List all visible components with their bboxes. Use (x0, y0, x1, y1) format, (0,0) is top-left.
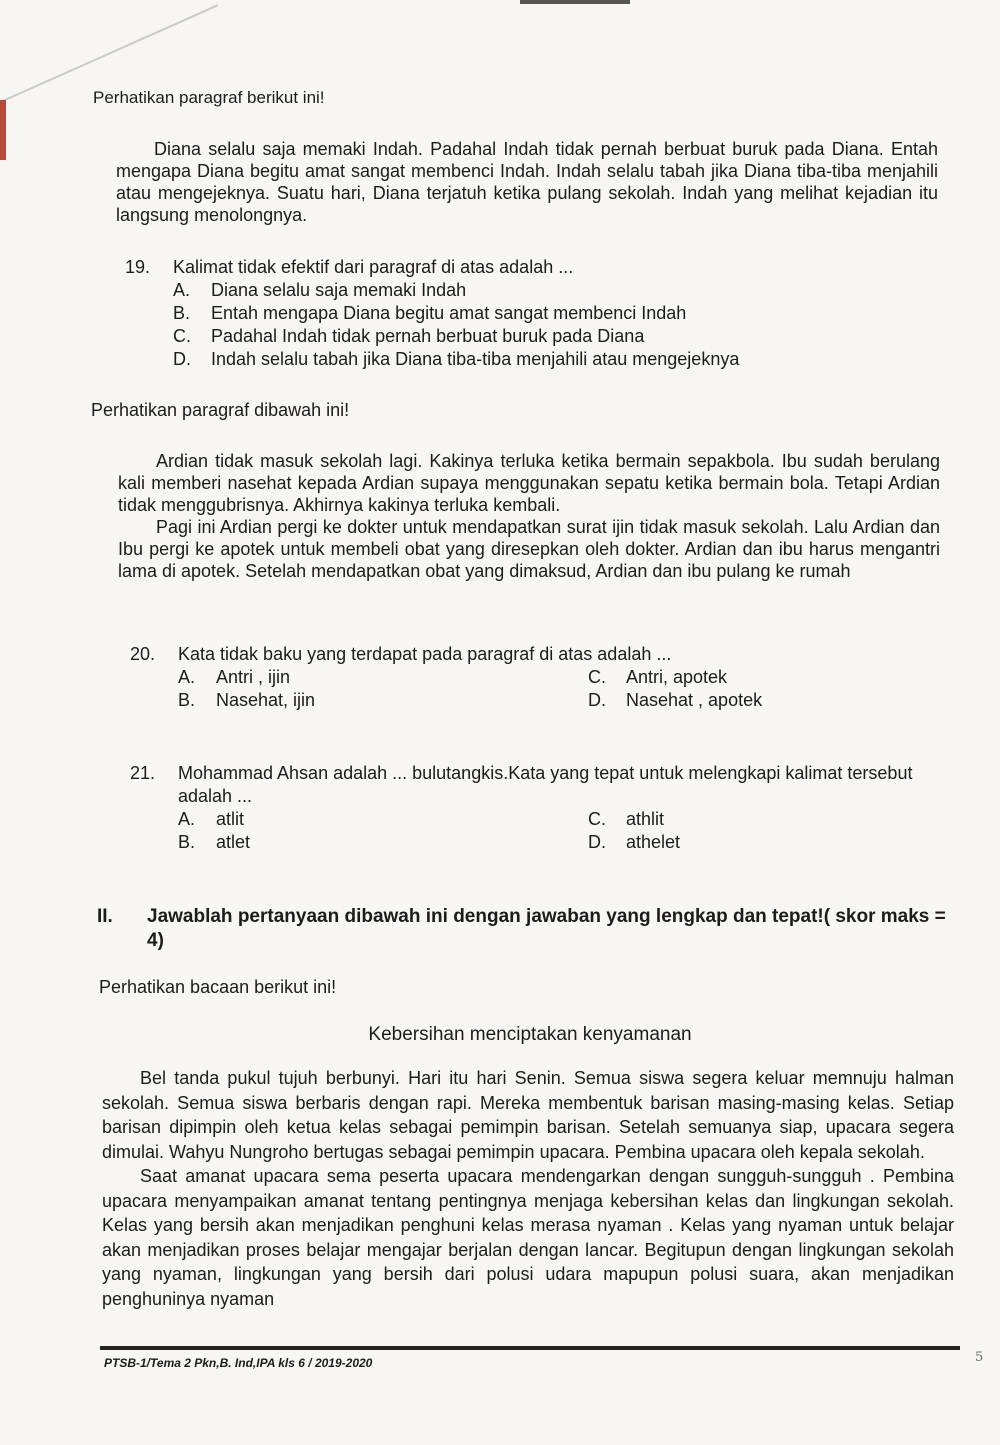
question-20 (130, 643, 940, 712)
question-text: Kata tidak baku yang terdapat pada paragraf di atas adalah ... (178, 644, 672, 664)
option-d: D. Indah selalu tabah jika Diana tiba-tiba menjahili atau mengejeknya (173, 349, 740, 369)
question-number: 19. (125, 257, 151, 277)
footer-text: PTSB-1/Tema 2 Pkn,B. Ind,IPA kls 6 / 2019-2020 (104, 1356, 373, 1370)
option-b: B. Entah mengapa Diana begitu amat sangat membenci Indah (173, 303, 687, 323)
section-text: Jawablah pertanyaan dibawah ini dengan jawaban yang lengkap dan tepat!( skor maks = 4) (147, 906, 946, 951)
passage-1-text: Diana selalu saja memaki Indah. Padahal Indah tidak pernah berbuat buruk pada Diana. Entah mengapa Diana begitu amat sangat membenci Indah. Indah selalu tabah jika Diana tiba-tiba menjahili atau mengejeknya. Suatu hari, Diana terjatuh ketika pulang sekolah. Indah yang melihat kejadian itu langsung menolongnya. (116, 139, 938, 225)
option-list (173, 279, 845, 371)
scan-edge-mark (520, 0, 630, 4)
reading-passage (102, 1066, 954, 1311)
option-list (178, 808, 940, 854)
option-c: C. Antri, apotek (588, 667, 728, 687)
option-a: A. atlit (178, 809, 245, 829)
section-number: II. (97, 906, 113, 927)
option-a: A. Diana selalu saja memaki Indah (173, 280, 467, 300)
instruction-3: Perhatikan bacaan berikut ini! (99, 977, 337, 997)
section-2-heading (97, 905, 947, 953)
option-d: D. Nasehat , apotek (588, 690, 763, 710)
reading-title: Kebersihan menciptakan kenyamanan (368, 1024, 692, 1045)
passage-2-paragraph-2: Pagi ini Ardian pergi ke dokter untuk mendapatkan surat ijin tidak masuk sekolah. Lalu Ardian dan Ibu pergi ke apotek untuk membeli obat yang diresepkan oleh dokter. Ardian dan ibu harus mengantri lama di apotek. Setelah mendapatkan obat yang dimaksud, Ardian dan ibu pulang ke rumah (118, 517, 940, 581)
instruction-2: Perhatikan paragraf dibawah ini! (91, 400, 350, 420)
passage-1 (116, 138, 938, 226)
option-c: C. Padahal Indah tidak pernah berbuat buruk pada Diana (173, 326, 645, 346)
option-d: D. athelet (588, 832, 681, 852)
instruction-1: Perhatikan paragraf berikut ini! (93, 88, 325, 107)
question-text: Kalimat tidak efektif dari paragraf di atas adalah ... (173, 257, 574, 277)
question-number: 21. (130, 763, 156, 783)
page-number: 5 (975, 1350, 984, 1365)
footer-divider (100, 1346, 960, 1350)
option-b: B. atlet (178, 832, 251, 852)
option-a: A. Antri , ijin (178, 667, 291, 687)
question-21 (130, 762, 940, 854)
option-list (178, 666, 940, 712)
option-b: B. Nasehat, ijin (178, 690, 316, 710)
passage-2-paragraph-1: Ardian tidak masuk sekolah lagi. Kakinya terluka ketika bermain sepakbola. Ibu sudah berulang kali memberi nasehat kepada Ardian supaya menggunakan sepatu ketika bermain bola. Tetapi Ardian tidak menggubrisnya. Akhirnya kakinya terluka kembali. (118, 451, 940, 515)
question-number: 20. (130, 644, 156, 664)
scan-edge-mark (0, 100, 6, 160)
question-19 (125, 256, 845, 371)
option-c: C. athlit (588, 809, 665, 829)
question-text: Mohammad Ahsan adalah ... bulutangkis.Kata yang tepat untuk melengkapi kalimat tersebut adalah ... (178, 763, 913, 806)
reading-paragraph-1: Bel tanda pukul tujuh berbunyi. Hari itu hari Senin. Semua siswa segera keluar memnuju halman sekolah. Semua siswa berbaris dengan rapi. Mereka membentuk barisan masing-masing kelas. Setiap barisan dipimpin oleh ketua kelas sebagai pemimpin barisan. Setelah semuanya siap, upacara segera dimulai. Wahyu Nungroho bertugas sebagai pemimpin upacara. Pembina upacara oleh kepala sekolah. (102, 1068, 954, 1162)
passage-2 (118, 450, 940, 582)
reading-paragraph-2: Saat amanat upacara sema peserta upacara mendengarkan dengan sungguh-sungguh . Pembina upacara menyampaikan amanat tentang pentingnya menjaga kebersihan kelas dan lingkungan sekolah. Kelas yang bersih akan menjadikan penghuni kelas merasa nyaman . Kelas yang nyaman untuk belajar akan menjadikan proses belajar mengajar berjalan dengan lancar. Begitupun dengan lingkungan sekolah yang nyaman, lingkungan yang bersih dari polusi udara mapupun polusi suara, akan menjadikan penghuninya nyaman (102, 1166, 954, 1309)
